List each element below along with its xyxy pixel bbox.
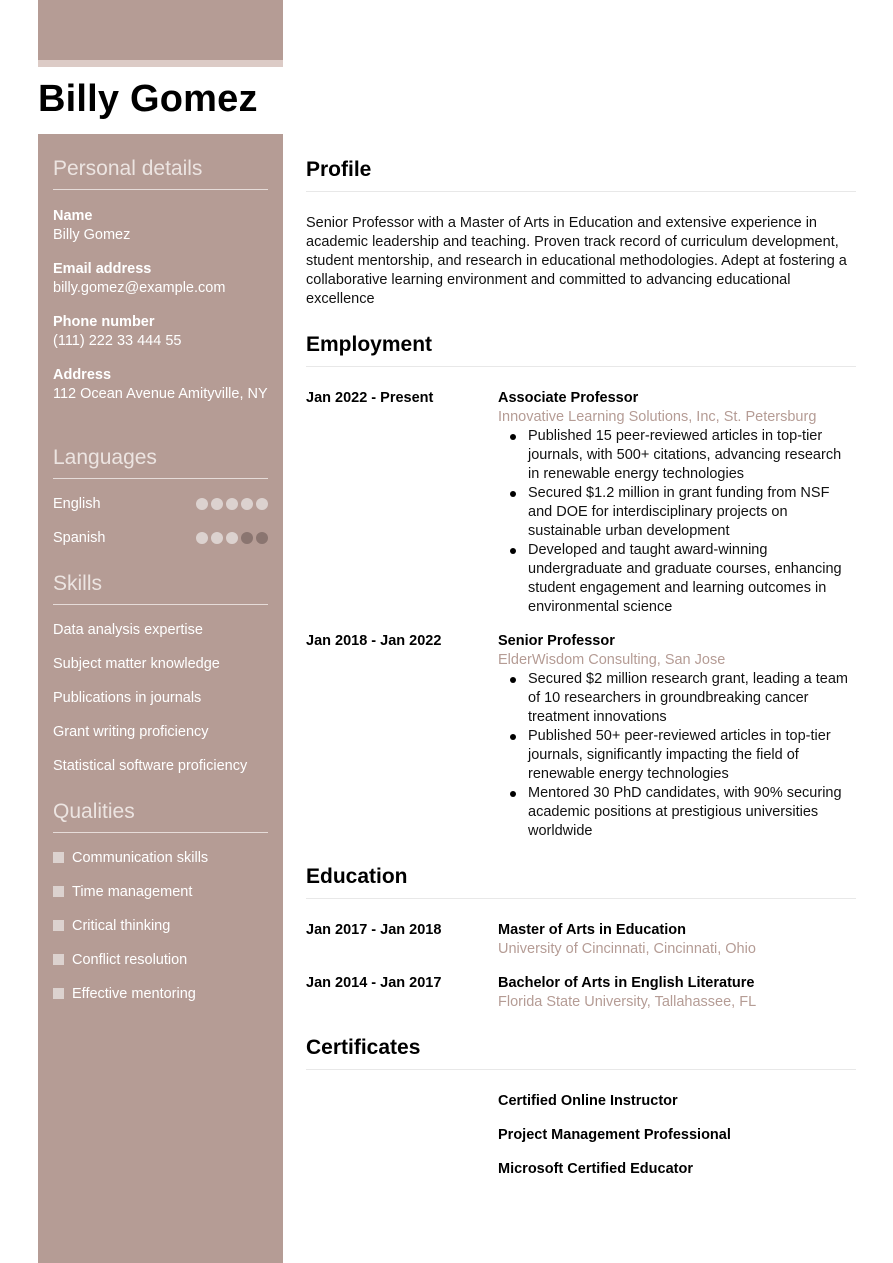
skills-heading: Skills bbox=[53, 572, 268, 605]
skill-item: Publications in journals bbox=[53, 690, 202, 706]
language-item bbox=[53, 496, 268, 512]
education-date: Jan 2014 - Jan 2017 bbox=[306, 975, 442, 991]
profile-text: Senior Professor with a Master of Arts in Education and extensive experience in academic leadership and teaching. Proven track record of curriculum development, student mentorship, and research in educational methodologies. Adept at fostering a collaborative learning environment and committed to advancing educational excellence bbox=[306, 215, 847, 307]
languages-heading: Languages bbox=[53, 446, 268, 479]
address-value: 112 Ocean Avenue Amityville, NY bbox=[53, 386, 268, 402]
education-school: University of Cincinnati, Cincinnati, Ohio bbox=[498, 941, 756, 957]
level-dot-filled bbox=[196, 532, 208, 544]
education-heading: Education bbox=[306, 865, 856, 899]
job-bullet: Developed and taught award-winning undergraduate and graduate courses, enhancing student engagement and learning outcomes in environmental science bbox=[528, 541, 856, 617]
language-item bbox=[53, 530, 268, 546]
certificate-item: Certified Online Instructor bbox=[498, 1093, 678, 1109]
education-degree: Master of Arts in Education bbox=[498, 922, 686, 938]
personal-details-heading: Personal details bbox=[53, 157, 268, 190]
language-level-dots bbox=[196, 498, 268, 510]
job-bullet: Mentored 30 PhD candidates, with 90% securing academic positions at prestigious universities worldwide bbox=[528, 784, 856, 841]
quality-label: Time management bbox=[72, 884, 193, 900]
level-dot-filled bbox=[196, 498, 208, 510]
job-title: Senior Professor bbox=[498, 633, 615, 649]
header-color-band bbox=[38, 0, 283, 60]
name-label: Name bbox=[53, 208, 93, 224]
job-title: Associate Professor bbox=[498, 390, 639, 406]
resume-name: Billy Gomez bbox=[38, 78, 258, 120]
language-level-dots bbox=[196, 532, 268, 544]
education-date: Jan 2017 - Jan 2018 bbox=[306, 922, 442, 938]
level-dot-empty bbox=[256, 532, 268, 544]
name-value: Billy Gomez bbox=[53, 227, 131, 243]
quality-label: Conflict resolution bbox=[72, 952, 188, 968]
phone-label: Phone number bbox=[53, 314, 155, 330]
employment-heading: Employment bbox=[306, 333, 856, 367]
job-bullet: Secured $2 million research grant, leading a team of 10 researchers in groundbreaking cancer treatment innovations bbox=[528, 670, 856, 727]
level-dot-empty bbox=[241, 532, 253, 544]
profile-heading: Profile bbox=[306, 158, 856, 192]
certificate-item: Microsoft Certified Educator bbox=[498, 1161, 693, 1177]
level-dot-filled bbox=[211, 532, 223, 544]
certificate-item: Project Management Professional bbox=[498, 1127, 731, 1143]
quality-label: Critical thinking bbox=[72, 918, 171, 934]
job-date: Jan 2018 - Jan 2022 bbox=[306, 633, 442, 649]
header-color-strip bbox=[38, 60, 283, 67]
quality-item bbox=[53, 986, 196, 1002]
job-date: Jan 2022 - Present bbox=[306, 390, 434, 406]
square-bullet-icon bbox=[53, 920, 64, 931]
education-school: Florida State University, Tallahassee, FL bbox=[498, 994, 757, 1010]
square-bullet-icon bbox=[53, 954, 64, 965]
job-bullets bbox=[498, 427, 856, 617]
quality-item bbox=[53, 850, 208, 866]
quality-item bbox=[53, 918, 170, 934]
skill-item: Data analysis expertise bbox=[53, 622, 203, 638]
email-value: billy.gomez@example.com bbox=[53, 280, 226, 296]
skill-item: Subject matter knowledge bbox=[53, 656, 220, 672]
level-dot-filled bbox=[226, 532, 238, 544]
phone-value: (111) 222 33 444 55 bbox=[53, 333, 182, 349]
language-name: English bbox=[53, 496, 101, 512]
level-dot-filled bbox=[241, 498, 253, 510]
square-bullet-icon bbox=[53, 852, 64, 863]
job-bullet: Published 15 peer-reviewed articles in top-tier journals, with 500+ citations, advancing research in renewable energy technologies bbox=[528, 427, 856, 484]
level-dot-filled bbox=[211, 498, 223, 510]
skill-item: Statistical software proficiency bbox=[53, 758, 248, 774]
job-organization: ElderWisdom Consulting, San Jose bbox=[498, 652, 726, 668]
certificates-heading: Certificates bbox=[306, 1036, 856, 1070]
language-name: Spanish bbox=[53, 530, 106, 546]
quality-label: Communication skills bbox=[72, 850, 209, 866]
level-dot-filled bbox=[226, 498, 238, 510]
quality-item bbox=[53, 952, 187, 968]
qualities-heading: Qualities bbox=[53, 800, 268, 833]
quality-label: Effective mentoring bbox=[72, 986, 196, 1002]
education-degree: Bachelor of Arts in English Literature bbox=[498, 975, 755, 991]
job-organization: Innovative Learning Solutions, Inc, St. Petersburg bbox=[498, 409, 817, 425]
level-dot-filled bbox=[256, 498, 268, 510]
square-bullet-icon bbox=[53, 886, 64, 897]
quality-item bbox=[53, 884, 192, 900]
skill-item: Grant writing proficiency bbox=[53, 724, 209, 740]
job-bullet: Published 50+ peer-reviewed articles in top-tier journals, significantly impacting the field of renewable energy technologies bbox=[528, 727, 856, 784]
address-label: Address bbox=[53, 367, 112, 383]
job-bullets bbox=[498, 670, 856, 841]
job-bullet: Secured $1.2 million in grant funding from NSF and DOE for interdisciplinary projects on sustainable urban development bbox=[528, 484, 856, 541]
email-label: Email address bbox=[53, 261, 152, 277]
square-bullet-icon bbox=[53, 988, 64, 999]
